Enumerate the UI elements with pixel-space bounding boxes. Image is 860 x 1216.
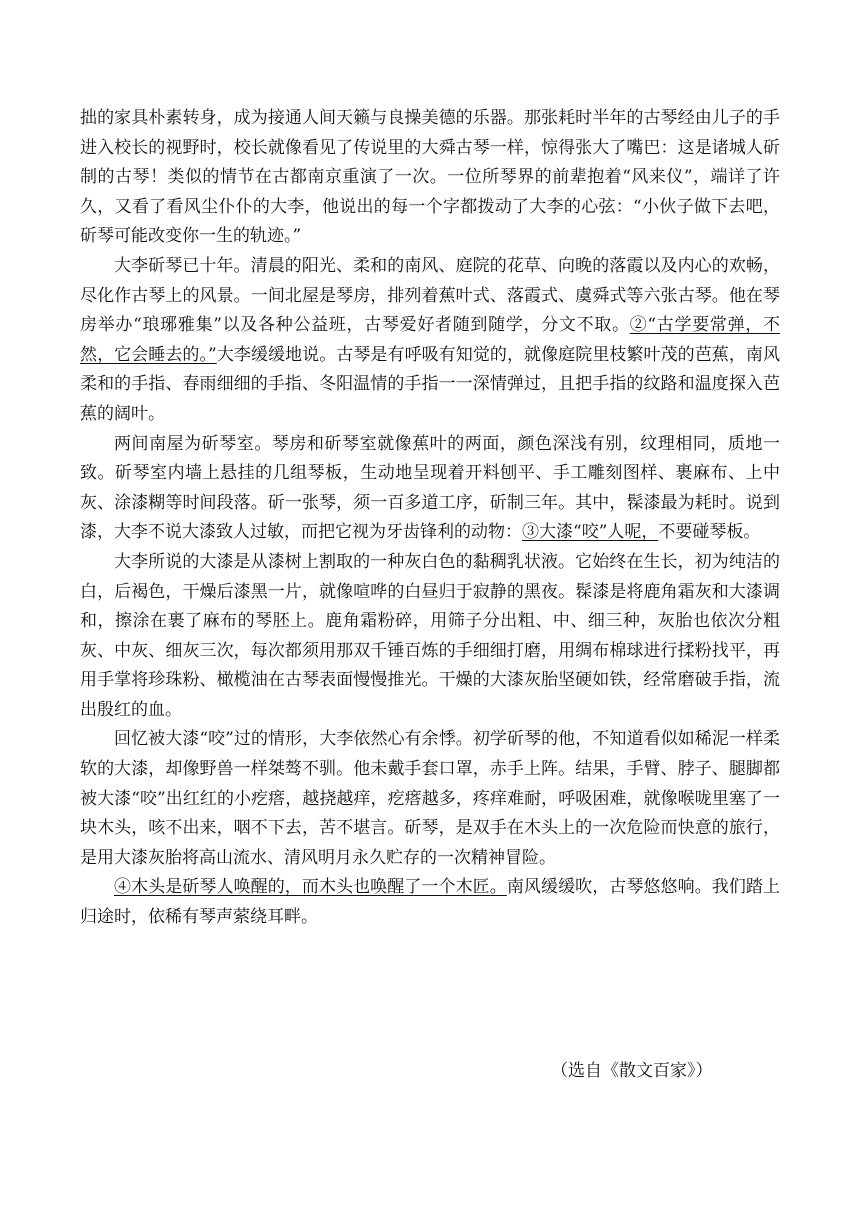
paragraph-1 — [80, 104, 780, 252]
underlined-sentence-4: ④木头是斫琴人唤醒的，而木头也唤醒了一个木匠。 — [114, 877, 507, 898]
paragraph-text: 不要碰琴板。 — [658, 522, 761, 543]
paragraph-text: 两间南屋为斫琴室。琴房和斫琴室就像蕉叶的两面，颜色深浅有别，纹理相同，质地一致。斫琴室内墙上悬挂的几组琴板，生动地呈现着开料刨平、手工雕刻图样、裹麻布、上中灰、涂漆糊等时间段落。斫一张琴，须一百多道工序，斫制三年。其中，髹漆最为耗时。说到漆，大李不说大漆致人过敏，而把它视为牙齿锋利的动物： — [80, 433, 780, 543]
paragraph-4 — [80, 548, 780, 726]
paragraph-6 — [80, 873, 780, 932]
underlined-sentence-2: ②“古学要常弹，不然，它会睡去的。” — [80, 315, 780, 365]
paragraph-text: 拙的家具朴素转身，成为接通人间天籁与良操美德的乐器。那张耗时半年的古琴经由儿子的手进入校长的视野时，校长就像看见了传说里的大舜古琴一样，惊得张大了嘴巴：这是诸城人斫制的古琴！类似的情节在古都南京重演了一次。一位所琴界的前辈抱着“风来仪”，端详了许久，又看了看风尘仆仆的大李，他说出的每一个字都拨动了大李的心弦：“小伙子做下去吧，斫琴可能改变你一生的轨迹。” — [80, 108, 780, 247]
paragraph-3 — [80, 430, 780, 548]
source-citation: （选自《散文百家》） — [551, 1061, 713, 1081]
underlined-sentence-3: ③大漆“咬”人呢， — [522, 522, 659, 543]
paragraph-text: 大李所说的大漆是从漆树上割取的一种灰白色的黏稠乳状液。它始终在生长，初为纯洁的白，后褐色，干燥后漆黑一片，就像喧哗的白昼归于寂静的黑夜。髹漆是将鹿角霜灰和大漆调和，擦涂在裹了麻布的琴胚上。鹿角霜粉碎，用筛子分出粗、中、细三种，灰胎也依次分粗灰、中灰、细灰三次，每次都须用那双千锤百炼的手细细打磨，用绸布棉球进行揉粉找平，再用手掌将珍珠粉、橄榄油在古琴表面慢慢推光。干燥的大漆灰胎坚硬如铁，经常磨破手指，流出殷红的血。 — [80, 551, 780, 720]
paragraph-text: 大李斫琴已十年。清晨的阳光、柔和的南风、庭院的花草、向晚的落霞以及内心的欢畅，尽化作古琴上的风景。一间北屋是琴房，排列着蕉叶式、落霞式、虞舜式等六张古琴。他在琴房举办“琅琊雅集”以及各种公益班，古琴爱好者随到随学，分文不取。 — [80, 255, 780, 336]
paragraph-text: 南风缓缓吹，古琴悠悠响。我们踏上归途时，依稀有琴声萦绕耳畔。 — [80, 877, 781, 928]
article-body — [80, 104, 780, 933]
paragraph-5 — [80, 725, 780, 873]
paragraph-2 — [80, 252, 780, 430]
paragraph-text: 回忆被大漆“咬”过的情形，大李依然心有余悸。初学斫琴的他，不知道看似如稀泥一样柔软的大漆，却像野兽一样桀骜不驯。他未戴手套口罩，赤手上阵。结果，手臂、脖子、腿脚都被大漆“咬”出红红的小疙瘩，越挠越痒，疙瘩越多，疼痒难耐，呼吸困难，就像喉咙里塞了一块木头，咳不出来，咽不下去，苦不堪言。斫琴，是双手在木头上的一次危险而快意的旅行，是用大漆灰胎将高山流水、清风明月永久贮存的一次精神冒险。 — [80, 729, 780, 868]
paragraph-text: 大李缓缓地说。古琴是有呼吸有知觉的，就像庭院里枝繁叶茂的芭蕉，南风柔和的手指、春雨细细的手指、冬阳温情的手指一一深情弹过，且把手指的纹路和温度探入芭蕉的阔叶。 — [80, 344, 780, 424]
